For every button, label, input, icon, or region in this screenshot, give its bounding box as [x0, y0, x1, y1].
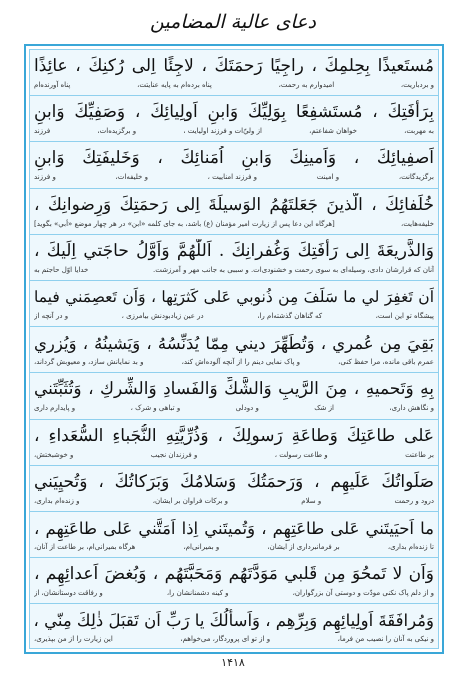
line-divider: [30, 372, 438, 373]
verse-line: [34, 98, 434, 138]
translation-segment: و فرزند امناييت ،: [207, 173, 258, 182]
verse-line: [34, 468, 434, 508]
persian-translation: [34, 264, 434, 277]
page-frame: [24, 44, 444, 654]
verse-line: [34, 52, 434, 92]
translation-segment: خليفه‌هايت،: [401, 219, 434, 228]
persian-translation: [34, 449, 434, 462]
persian-translation: [34, 218, 434, 231]
page-title: دعای عالیة المضامین: [149, 11, 317, 33]
translation-segment: و برگزيده‌ات،: [97, 127, 137, 136]
translation-segment: و پايدارم داری: [34, 404, 76, 413]
line-divider: [30, 95, 438, 96]
line-divider: [30, 603, 438, 604]
persian-translation: [34, 541, 434, 554]
arabic-text: بِهِ وَتَحميهِ ، مِنَ الرَّيبِ وَالشَّكِّ وَالفَسادِ وَالشِّركِ ، وَتُثَبِّتَني: [34, 379, 434, 400]
translation-segment: از شک: [314, 404, 334, 413]
translation-segment: و فرزندان نجيب: [150, 450, 198, 459]
line-divider: [30, 141, 438, 142]
translation-segment: و سلام: [301, 496, 322, 505]
translation-segment: و زنده‌ام بداری،: [34, 496, 80, 505]
translation-segment: و رفاقت دوستانشان، از: [34, 589, 103, 598]
line-divider: [30, 188, 438, 189]
text-panel: [29, 49, 439, 649]
translation-segment: و بد نمايانش سازد، و معيوبش گرداند،: [34, 358, 144, 367]
line-divider: [30, 511, 438, 512]
translation-segment: فرزند: [34, 127, 51, 136]
verse-line: [34, 329, 434, 369]
translation-segment: بر فرمانبرداری از ايشان،: [267, 543, 340, 551]
translation-segment: آنان كه قرارشان دادی، وسيله‌ای به سوی رحمت و خشنودی‌ات. و سببی به جانب مهر و آمرزشت.: [152, 265, 434, 274]
verse-line: [34, 237, 434, 277]
translation-segment: و خوشبختش،: [34, 450, 74, 459]
persian-translation: [34, 125, 434, 138]
translation-segment: پناه آورنده‌ام: [34, 81, 71, 89]
translation-segment: و نيكی به آنان را نصيب من فرما،: [337, 635, 434, 644]
verse-line: [34, 144, 434, 184]
translation-segment: در عين زيادبودنش بيامرزی ،: [121, 312, 204, 320]
translation-segment: و فرزند: [34, 173, 56, 182]
translation-segment: به مهربت،: [404, 127, 434, 136]
line-divider: [30, 419, 438, 420]
translation-segment: و از تو ای پروردگار، می‌خواهم،: [180, 635, 271, 644]
persian-translation: [34, 633, 434, 646]
arabic-text: اَن تَغفِرَ لي ما سَلَفَ مِن ذُنوبي عَلى كَثرَتِها ، وَاَن تَعصِمَني فيما: [34, 288, 434, 306]
line-divider: [30, 465, 438, 466]
translation-segment: [هرگاه اين دعا پس از زيارت امير مؤمنان (ع) باشد، به جای كلمه «ابن» در هر چهار موضع «اَبي» بگويد]: [34, 219, 335, 228]
translation-segment: و از دلم پاک نكنی مودّت و دوستی آن بزرگواران،: [292, 589, 434, 598]
translation-segment: و پاک نمايی دينم را از آنچه آلوده‌اش كند،: [181, 358, 301, 367]
translation-segment: و دودلی: [235, 404, 259, 413]
translation-segment: اميدوارم به رحمت،: [278, 81, 335, 89]
translation-segment: و طاعت رسولت ،: [274, 450, 328, 459]
translation-segment: و تباهی و شرک ،: [130, 404, 181, 413]
translation-segment: بر طاعتت: [405, 450, 434, 459]
arabic-text: وَمُرافَقَةَ اَولِيائِهِم وَبِرِّهِم ، وَاَسأَلُكَ يا رَبِّ اَن تَقبَلَ ذٰلِكَ مِنّي ،: [34, 611, 434, 631]
verse-line: [34, 422, 434, 462]
persian-translation: [34, 587, 434, 600]
verse-line: [34, 606, 434, 646]
translation-segment: خواهان شفاعتم،: [309, 127, 357, 136]
page-number: ۱۴۱۸: [221, 656, 245, 669]
translation-segment: عمرم باقی مانده، مرا حفظ كنی،: [338, 358, 434, 367]
persian-translation: [34, 356, 434, 369]
persian-translation: [34, 79, 434, 92]
persian-translation: [34, 310, 434, 323]
verse-line: [34, 191, 434, 231]
translation-segment: پناه برده‌ام به پايه عنايتت،: [137, 81, 212, 89]
verse-line: [34, 283, 434, 323]
translation-segment: پيشگاه تو اين است،: [375, 312, 434, 320]
arabic-text: بَقِيَ مِن عُمري ، وَتُطَهِّرَ ديني مِمّا يُدَنِّسُهُ ، وَيَشينُهُ ، وَيُزري: [34, 334, 434, 354]
translation-segment: تا زنده‌ام بداری،: [387, 543, 434, 551]
arabic-text: اَصفِيائِكَ ، وَاَمينِكَ وَابنِ اُمَنائِكَ ، وَخَليفَتِكَ وَابنِ: [34, 148, 434, 169]
arabic-text: صَلَواتُكَ عَلَيهِم ، وَرَحمَتُكَ وَسَلامُكَ وَبَرَكاتُكَ ، وَتُحيِيَني: [34, 471, 434, 492]
translation-segment: و در آنچه از: [34, 312, 69, 320]
page-header: [0, 0, 466, 44]
arabic-text: وَاَن لا تَمحُوَ مِن قَلبي مَوَدَّتَهُم وَمَحَبَّتَهُم ، وَبُغضَ اَعدائِهِم ،: [34, 564, 434, 585]
verse-line: [34, 514, 434, 554]
persian-translation: [34, 495, 434, 508]
translation-segment: و بركات فراوان بر ايشان،: [152, 496, 229, 505]
translation-segment: و كينه دشمنانشان را،: [166, 589, 229, 598]
line-divider: [30, 280, 438, 281]
translation-segment: و نگاهش داری،: [389, 404, 434, 413]
verse-line: [34, 560, 434, 600]
verse-line: [34, 375, 434, 415]
arabic-text: عَلى طاعَتِكَ وَطاعَةِ رَسولِكَ ، وَذُرِّيَّتِهِ النُّجَباءِ السُّعَداءِ ،: [34, 425, 434, 446]
persian-translation: [34, 402, 434, 415]
arabic-text: مُستَعيذًا بِحِلمِكَ ، راجِيًا رَحمَتَكَ ، لاجِئًا اِلى رُكنِكَ ، عائِذًا: [34, 56, 434, 76]
translation-segment: و امينت: [316, 173, 340, 182]
translation-segment: و بردباريت،: [400, 81, 434, 89]
translation-segment: درود و رحمت: [394, 496, 434, 505]
persian-translation: [34, 171, 434, 184]
translation-segment: و خليفه‌ات،: [115, 173, 148, 182]
translation-segment: كه گناهان گذشته‌ام را،: [257, 312, 323, 320]
translation-segment: اين زيارت را از من بپذيری،: [34, 635, 113, 644]
line-divider: [30, 557, 438, 558]
line-divider: [30, 234, 438, 235]
line-divider: [30, 326, 438, 327]
arabic-text: ما اَحيَيتَني عَلى طاعَتِهِم ، وَتُميتَني اِذا اَمَتَّني عَلى طاعَتِهِم ،: [34, 519, 434, 538]
arabic-text: خُلَفائِكَ ، الَّذينَ جَعَلتَهُمُ الوَسيلَةَ اِلى رَحمَتِكَ وَرِضوانِكَ ،: [34, 194, 434, 215]
translation-segment: و بميرانی‌ام،: [183, 543, 220, 551]
translation-segment: برگزيدگانت،: [398, 173, 434, 182]
arabic-text: بِرَأفَتِكَ ، مُستَشفِعًا بِوَلِيِّكَ وَابنِ اَولِيائِكَ ، وَصَفِيِّكَ وَابنِ: [34, 102, 434, 123]
translation-segment: از وليّ‌ات و فرزند اوليايت ،: [183, 127, 262, 136]
translation-segment: خدايا اوّل حاجتم به: [34, 265, 89, 274]
translation-segment: هرگاه بميرانی‌ام، بر طاعت از آنان،: [34, 543, 136, 551]
arabic-text: وَالذَّريعَةَ اِلى رَأفَتِكَ وَغُفرانِكَ . اَللّٰهُمَّ وَاَوَّلُ حاجَتي اِلَيكَ ،: [34, 240, 434, 261]
